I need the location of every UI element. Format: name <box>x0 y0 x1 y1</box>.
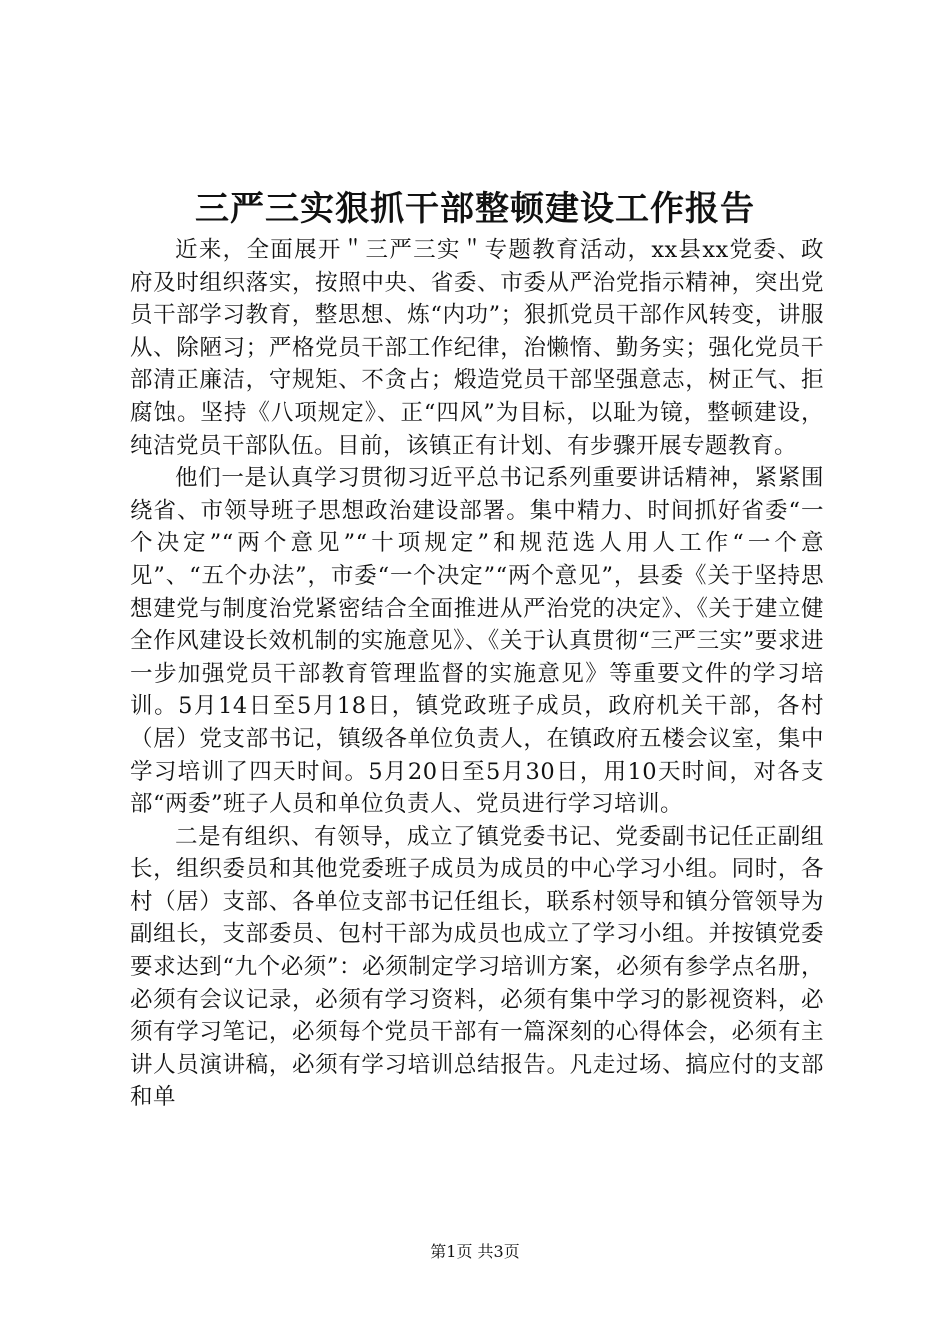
paragraph-3: 二是有组织、有领导，成立了镇党委书记、党委副书记任正副组长，组织委员和其他党委班子成员为成员的中心学习小组。同时，各村（居）支部、各单位支部书记任组长，联系村领导和镇分管领导为副组长，支部委员、包村干部为成员也成立了学习小组。并按镇党委要求达到“九个必须”：必须制定学习培训方案，必须有参学点名册，必须有会议记录，必须有学习资料，必须有集中学习的影视资料，必须有学习笔记，必须每个党员干部有一篇深刻的心得体会，必须有主讲人员演讲稿，必须有学习培训总结报告。凡走过场、搞应付的支部和单 <box>130 823 824 1111</box>
document-title: 三严三实狠抓干部整顿建设工作报告 <box>195 189 755 229</box>
paragraph-2: 他们一是认真学习贯彻习近平总书记系列重要讲话精神，紧紧围绕省、市领导班子思想政治建设部署。集中精力、时间抓好省委“一个决定”“两个意见”“十项规定”和规范选人用人工作“一个意见”、“五个办法”，市委“一个决定”“两个意见”，县委《关于坚持思想建党与制度治党紧密结合全面推进从严治党的决定》、《关于建立健全作风建设长效机制的实施意见》、《关于认真贯彻“三严三实”要求进一步加强党员干部教育管理监督的实施意见》等重要文件的学习培训。5月14日至5月18日，镇党政班子成员，政府机关干部，各村（居）党支部书记，镇级各单位负责人，在镇政府五楼会议室，集中学习培训了四天时间。5月20日至5月30日，用10天时间，对各支部“两委”班子人员和单位负责人、党员进行学习培训。 <box>130 465 824 818</box>
page-number: 第1页 共3页 <box>430 1242 520 1261</box>
paragraph-1: 近来，全面展开＂三严三实＂专题教育活动，xx县xx党委、政府及时组织落实，按照中央、省委、市委从严治党指示精神，突出党员干部学习教育，整思想、炼“内功”；狠抓党员干部作风转变，讲服从、除陋习；严格党员干部工作纪律，治懒惰、勤务实；强化党员干部清正廉洁，守规矩、不贪占；煅造党员干部坚强意志，树正气、拒腐蚀。坚持《八项规定》、正“四风”为目标，以耻为镜，整顿建设，纯洁党员干部队伍。目前，该镇正有计划、有步骤开展专题教育。 <box>130 237 824 459</box>
document-body <box>130 234 824 1114</box>
